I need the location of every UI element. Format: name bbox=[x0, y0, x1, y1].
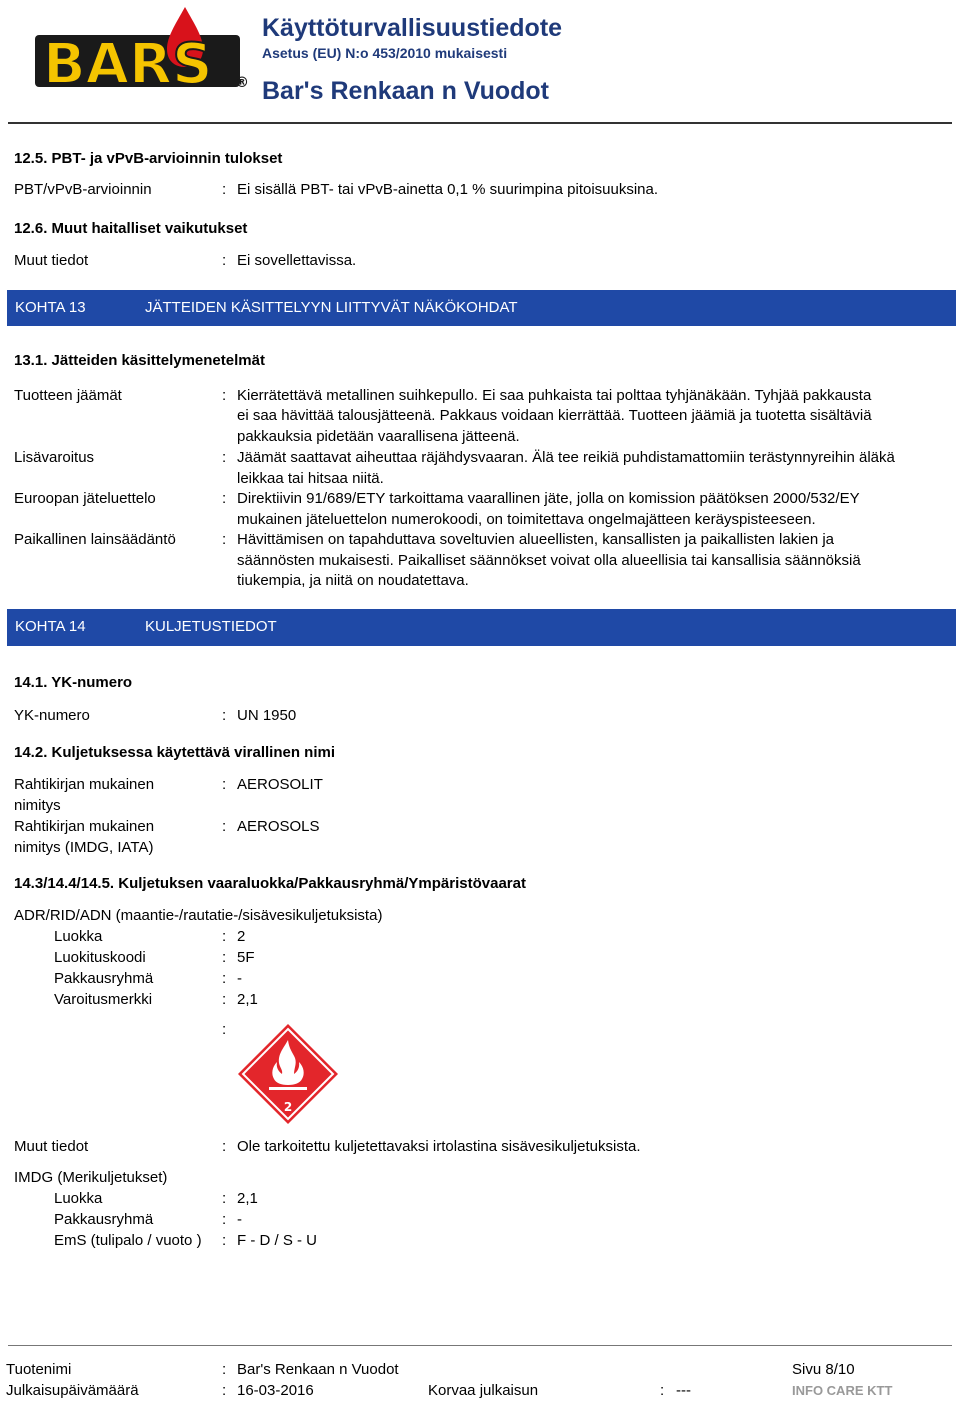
section-heading-13-1: 13.1. Jätteiden käsittelymenetelmät bbox=[14, 352, 265, 369]
adr-class-value: 2 bbox=[237, 928, 246, 945]
colon: : bbox=[222, 1211, 227, 1228]
footer-replaces-label: Korvaa julkaisun bbox=[428, 1382, 539, 1399]
adr-code-value: 5F bbox=[237, 949, 255, 966]
row-value-line: Jäämät saattavat aiheuttaa räjähdysvaaran. Älä tee reikiä puhdistamattomiin terästynnyreihin äläkä bbox=[237, 449, 895, 466]
section-heading-14-3: 14.3/14.4/14.5. Kuljetuksen vaaraluokka/Pakkausryhmä/Ympäristövaarat bbox=[14, 875, 526, 892]
adr-packing-label: Pakkausryhmä bbox=[54, 970, 154, 987]
pbt-label: PBT/vPvB-arvioinnin bbox=[14, 181, 152, 198]
placard-class-number: 2 bbox=[283, 1100, 293, 1114]
section-heading-14-2: 14.2. Kuljetuksessa käytettävä virallinen nimi bbox=[14, 744, 335, 761]
colon: : bbox=[222, 1138, 227, 1155]
row-value-line: ei saa hävittää talousjätteenä. Pakkaus voidaan kierrättää. Tuotteen jäämiä ja tuotetta sisältäviä bbox=[237, 407, 872, 424]
footer-date-label: Julkaisupäivämäärä bbox=[6, 1382, 139, 1399]
adr-code-label: Luokituskoodi bbox=[54, 949, 146, 966]
row-value-line: säännösten mukaisesti. Paikalliset säännökset voivat olla alueellisia tai kansallisia säännöksiä bbox=[237, 552, 861, 569]
adr-packing-value: - bbox=[237, 970, 242, 987]
row-value-line: Direktiivin 91/689/ETY tarkoittama vaarallinen jäte, jolla on komission päätöksen 2000/532/EY bbox=[237, 490, 860, 507]
footer-brand: INFO CARE KTT bbox=[792, 1383, 893, 1398]
section-14-title: KULJETUSTIEDOT bbox=[145, 618, 277, 635]
adr-label-value: 2,1 bbox=[237, 991, 258, 1008]
un-number-value: UN 1950 bbox=[237, 707, 297, 724]
footer-product-label: Tuotenimi bbox=[6, 1361, 72, 1378]
colon: : bbox=[222, 818, 227, 835]
shipping-name-label: Rahtikirjan mukainen bbox=[14, 776, 155, 793]
pbt-value: Ei sisällä PBT- tai vPvB-ainetta 0,1 % suurimpina pitoisuuksina. bbox=[237, 181, 659, 198]
row-value-line: pakkauksia pidetään vaarallisena jätteenä. bbox=[237, 428, 520, 445]
row-value-line: leikkaa tai hitsaa niitä. bbox=[237, 470, 384, 487]
section-13-band bbox=[7, 290, 956, 326]
row-label: Tuotteen jäämät bbox=[14, 387, 122, 404]
colon: : bbox=[222, 531, 227, 548]
flammable-gas-placard-icon bbox=[236, 1022, 340, 1126]
colon: : bbox=[222, 1361, 227, 1378]
imdg-ems-label: EmS (tulipalo / vuoto ) bbox=[54, 1232, 202, 1249]
shipping-name-imdg-value: AEROSOLS bbox=[237, 818, 320, 835]
imdg-packing-label: Pakkausryhmä bbox=[54, 1211, 154, 1228]
footer-date-value: 16-03-2016 bbox=[237, 1382, 314, 1399]
colon: : bbox=[222, 449, 227, 466]
adr-class-label: Luokka bbox=[54, 928, 103, 945]
footer-rule bbox=[8, 1345, 952, 1346]
header-rule bbox=[8, 122, 952, 124]
un-number-label: YK-numero bbox=[14, 707, 90, 724]
section-heading-12-6: 12.6. Muut haitalliset vaikutukset bbox=[14, 220, 248, 237]
colon: : bbox=[222, 490, 227, 507]
colon: : bbox=[660, 1382, 665, 1399]
row-value-line: Hävittämisen on tapahduttava soveltuvien alueellisten, kansallisten ja paikallisten lakien ja bbox=[237, 531, 835, 548]
document-title: Käyttöturvallisuustiedote bbox=[262, 14, 563, 42]
row-label: Euroopan jäteluettelo bbox=[14, 490, 156, 507]
section-13-title: JÄTTEIDEN KÄSITTELYYN LIITTYVÄT NÄKÖKOHDAT bbox=[145, 299, 518, 316]
section-heading-14-1: 14.1. YK-numero bbox=[14, 674, 133, 691]
shipping-name-label: nimitys bbox=[14, 797, 61, 814]
section-13-number: KOHTA 13 bbox=[15, 299, 86, 316]
shipping-name-imdg-label: Rahtikirjan mukainen bbox=[14, 818, 155, 835]
transport-other-label: Muut tiedot bbox=[14, 1138, 89, 1155]
footer-product-value: Bar's Renkaan n Vuodot bbox=[237, 1361, 399, 1378]
imdg-class-value: 2,1 bbox=[237, 1190, 258, 1207]
section-14-band bbox=[7, 609, 956, 646]
imdg-ems-value: F - D / S - U bbox=[237, 1232, 317, 1249]
regulation-subtitle: Asetus (EU) N:o 453/2010 mukaisesti bbox=[262, 45, 508, 61]
row-value-line: mukainen jäteluettelon numerokoodi, on toimitettava ongelmajätteen keräyspisteeseen. bbox=[237, 511, 816, 528]
colon: : bbox=[222, 181, 227, 198]
bars-logo bbox=[35, 5, 250, 90]
row-label: Lisävaroitus bbox=[14, 449, 95, 466]
section-14-number: KOHTA 14 bbox=[15, 618, 86, 635]
svg-text:®: ® bbox=[235, 75, 249, 90]
colon: : bbox=[222, 387, 227, 404]
colon: : bbox=[222, 252, 227, 269]
adr-label-label: Varoitusmerkki bbox=[54, 991, 153, 1008]
shipping-name-value: AEROSOLIT bbox=[237, 776, 323, 793]
row-value-line: Kierrätettävä metallinen suihkepullo. Ei saa puhkaista tai polttaa tyhjänäkään. Tyhjää pakkausta bbox=[237, 387, 872, 404]
colon: : bbox=[222, 1382, 227, 1399]
logo-lettering: BARS bbox=[43, 32, 213, 90]
colon: : bbox=[222, 991, 227, 1008]
colon: : bbox=[222, 970, 227, 987]
row-value-line: tiukempia, ja niitä on noudatettava. bbox=[237, 572, 469, 589]
product-title: Bar's Renkaan n Vuodot bbox=[262, 77, 550, 105]
adr-title: ADR/RID/ADN (maantie-/rautatie-/sisävesikuljetuksista) bbox=[14, 907, 383, 924]
colon: : bbox=[222, 949, 227, 966]
shipping-name-imdg-label: nimitys (IMDG, IATA) bbox=[14, 839, 154, 856]
colon: : bbox=[222, 1190, 227, 1207]
colon: : bbox=[222, 707, 227, 724]
imdg-title: IMDG (Merikuljetukset) bbox=[14, 1169, 168, 1186]
colon: : bbox=[222, 928, 227, 945]
row-label: Paikallinen lainsäädäntö bbox=[14, 531, 176, 548]
section-heading-12-5: 12.5. PBT- ja vPvB-arvioinnin tulokset bbox=[14, 150, 283, 167]
colon: : bbox=[222, 1021, 227, 1038]
imdg-class-label: Luokka bbox=[54, 1190, 103, 1207]
footer-replaces-value: --- bbox=[676, 1382, 691, 1399]
other-info-label: Muut tiedot bbox=[14, 252, 89, 269]
footer-page-number: Sivu 8/10 bbox=[792, 1361, 855, 1378]
colon: : bbox=[222, 1232, 227, 1249]
transport-other-value: Ole tarkoitettu kuljetettavaksi irtolastina sisävesikuljetuksista. bbox=[237, 1138, 641, 1155]
other-info-value: Ei sovellettavissa. bbox=[237, 252, 357, 269]
imdg-packing-value: - bbox=[237, 1211, 242, 1228]
colon: : bbox=[222, 776, 227, 793]
